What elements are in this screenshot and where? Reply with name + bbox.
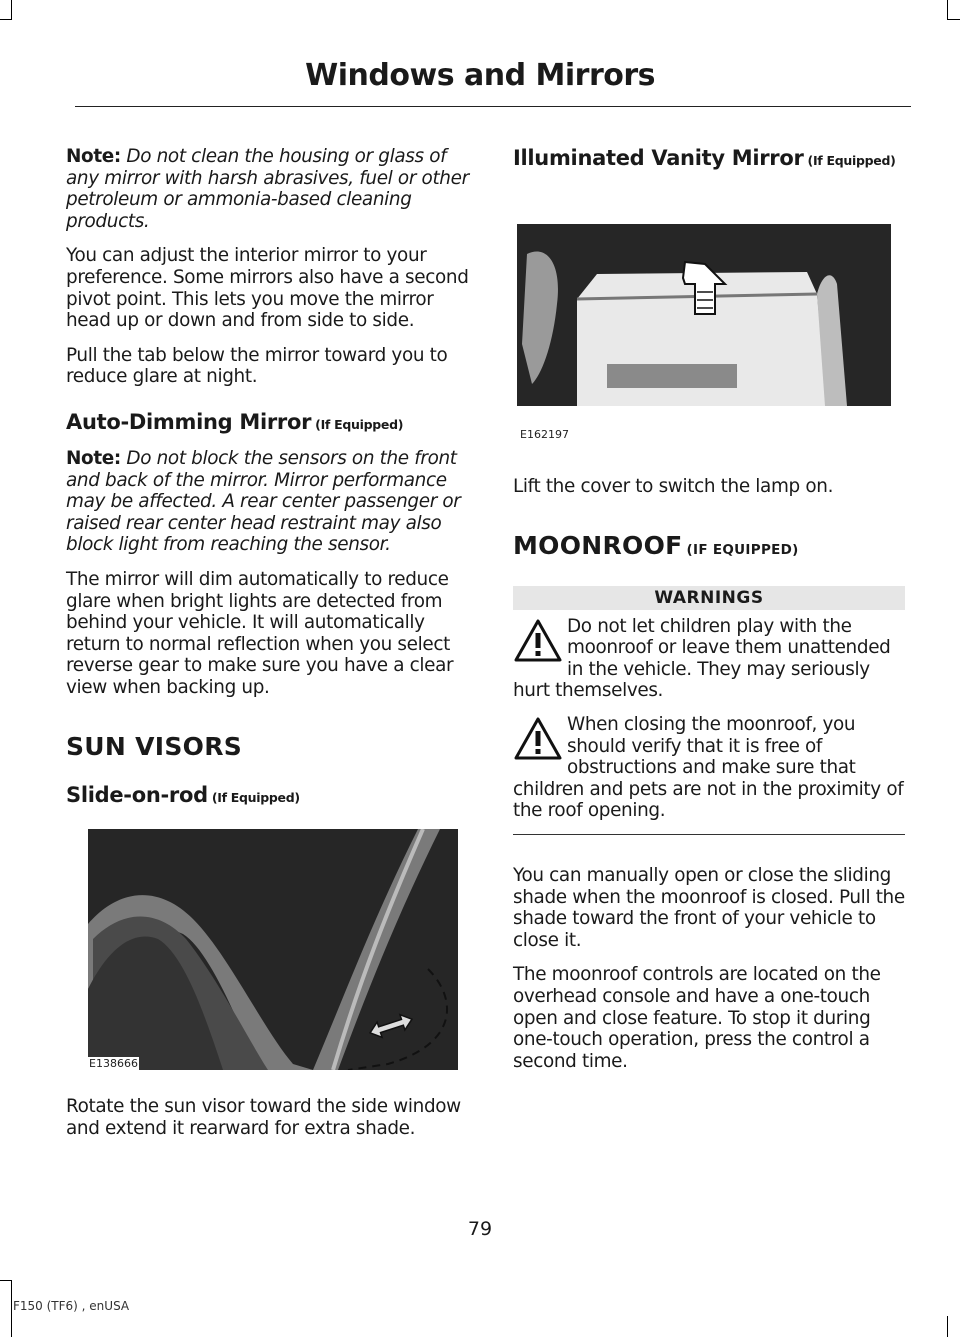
- chapter-heading: [513, 531, 907, 560]
- heading-text: Slide-on-rod: [66, 783, 208, 808]
- document-footer: F150 (TF6) , enUSA: [13, 1299, 130, 1313]
- warning-item: [513, 714, 907, 822]
- warning-triangle-icon: [513, 618, 563, 664]
- body-paragraph: Rotate the sun visor toward the side window and extend it rearward for extra shade.: [66, 1096, 461, 1140]
- page-title: Windows and Mirrors: [305, 58, 655, 93]
- left-column: [66, 146, 474, 1153]
- warnings-bottom-rule: [513, 834, 905, 835]
- chapter-heading: SUN VISORS: [66, 732, 243, 762]
- body-paragraph: Pull the tab below the mirror toward you to reduce glare at night.: [66, 344, 448, 388]
- note-label: Note:: [66, 447, 121, 469]
- if-equipped-tag: (IF EQUIPPED): [686, 541, 799, 558]
- section-heading: [66, 783, 474, 807]
- note-label: Note:: [66, 146, 121, 167]
- vanity-mirror-drawing: [517, 224, 891, 406]
- body-paragraph: You can manually open or close the sliding shade when the moonroof is closed. Pull the shade toward the front of your vehicle to close it.: [513, 864, 905, 951]
- body-paragraph: The mirror will dim automatically to reduce glare when bright lights are detected from behind your vehicle. It will automatically return to normal reflection when you select reverse gear to make sure you have a clear view when backing up.: [66, 568, 454, 698]
- vanity-mirror-illustration: [517, 224, 891, 406]
- body-paragraph: You can adjust the interior mirror to your preference. Some mirrors also have a second pivot point. This lets you move the mirror head up or down and from side to side.: [66, 245, 469, 332]
- section-heading: [513, 146, 907, 170]
- note-paragraph: [66, 448, 474, 556]
- figure-label: E138666: [89, 1057, 138, 1071]
- crop-mark: [947, 0, 948, 20]
- crop-mark: [0, 19, 12, 20]
- warnings-header: WARNINGS: [513, 586, 905, 610]
- vanity-figure-wrap: [513, 224, 893, 456]
- sun-visor-illustration: [88, 829, 458, 1070]
- warning-text: When closing the moonroof, you should verify that it is free of obstructions and make sure that children and pets are not in the proximity of the roof opening.: [513, 713, 904, 822]
- body-paragraph: Lift the cover to switch the lamp on.: [513, 476, 834, 497]
- if-equipped-tag: (If Equipped): [807, 153, 896, 168]
- heading-text: MOONROOF: [513, 530, 683, 560]
- crop-mark: [947, 1316, 948, 1337]
- if-equipped-tag: (If Equipped): [211, 790, 300, 806]
- heading-text: Illuminated Vanity Mirror: [513, 146, 804, 170]
- note-paragraph: [66, 146, 474, 232]
- crop-mark: [11, 0, 12, 20]
- crop-mark: [11, 1280, 12, 1337]
- if-equipped-tag: (If Equipped): [315, 416, 404, 432]
- warning-text: Do not let children play with the moonroof or leave them unattended in the vehicle. They may seriously hurt themselves.: [513, 615, 891, 702]
- header-divider: [75, 106, 911, 107]
- heading-text: Auto-Dimming Mirror: [66, 409, 312, 434]
- sun-visor-drawing: [88, 829, 458, 1070]
- note-text: Do not clean the housing or glass of any mirror with harsh abrasives, fuel or other petroleum or ammonia-based cleaning products.: [66, 146, 469, 232]
- right-column: [513, 146, 907, 1085]
- warning-triangle-icon: [513, 716, 563, 762]
- page-number: 79: [467, 1218, 493, 1240]
- crop-mark: [0, 1280, 12, 1281]
- note-text: Do not block the sensors on the front and back of the mirror. Mirror performance may be affected. A rear center passenger or raised rear center head restraint may also block light from reaching the sensor.: [66, 447, 461, 556]
- body-paragraph: The moonroof controls are located on the overhead console and have a one-touch open and close feature. To stop it during one-touch operation, press the control a second time.: [513, 964, 881, 1072]
- warning-item: [513, 616, 907, 702]
- section-heading: [66, 410, 474, 434]
- crop-mark: [947, 19, 960, 20]
- figure-label: E162197: [520, 428, 569, 441]
